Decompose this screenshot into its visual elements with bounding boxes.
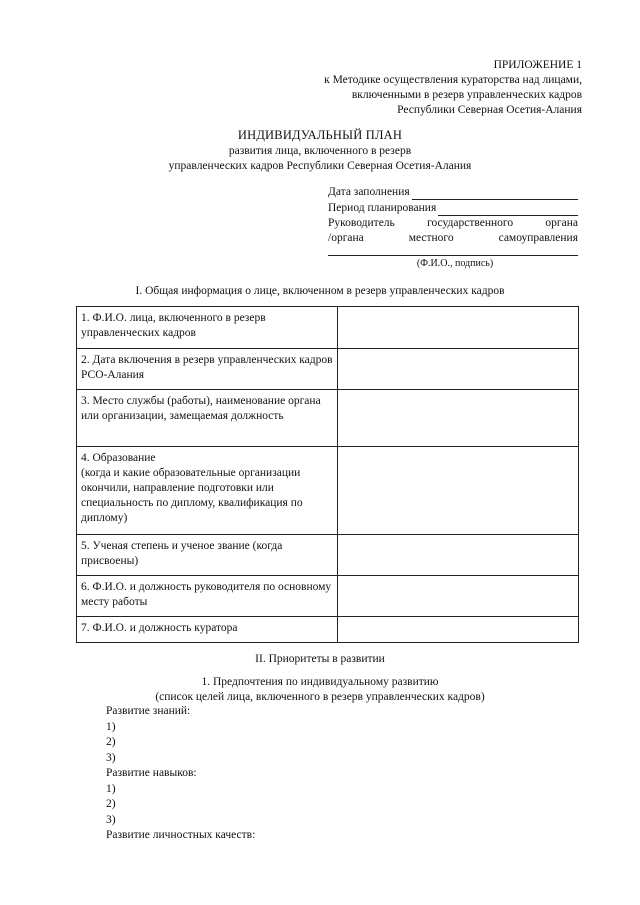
row-question: 3. Место службы (работы), наименование органа или организации, замещаемая должность [77, 390, 338, 447]
head-word: государственного [427, 217, 514, 229]
plan-title-block [0, 128, 640, 174]
preferences-subtitle: (список целей лица, включенного в резерв управленческих кадров) [155, 691, 485, 703]
row-question: 6. Ф.И.О. и должность руководителя по основному месту работы [77, 576, 338, 617]
list-item: Развитие знаний: [106, 705, 191, 717]
plan-subtitle: управленческих кадров Республики Северная Осетия-Алания [168, 160, 472, 172]
fill-fields [328, 184, 578, 270]
appendix-line: к Методике осуществления кураторства над лицами, [324, 74, 582, 86]
table-row [77, 447, 579, 535]
list-item[interactable]: 2) [106, 798, 116, 810]
info-table [76, 306, 579, 643]
appendix-header [122, 58, 582, 118]
appendix-title: ПРИЛОЖЕНИЕ 1 [493, 59, 582, 71]
list-item[interactable]: 3) [106, 751, 116, 764]
preferences-heading [0, 675, 640, 705]
signature-line[interactable] [328, 255, 578, 256]
table-row [77, 349, 579, 390]
row-answer-cell[interactable] [338, 307, 579, 349]
list-item: Развитие личностных качеств: [106, 829, 256, 841]
section1-title: I. Общая информация о лице, включенном в резерв управленческих кадров [135, 285, 505, 297]
head-word: /органа [328, 232, 364, 244]
list-item: Развитие навыков: [106, 767, 197, 779]
head-label-line2 [328, 231, 578, 246]
row-question: 2. Дата включения в резерв управленческих кадров РСО-Алания [77, 349, 338, 390]
appendix-line: включенными в резерв управленческих кадров [351, 89, 582, 101]
appendix-line: Республики Северная Осетия-Алания [397, 104, 582, 116]
head-word: местного [408, 232, 454, 244]
plan-subtitle: развития лица, включенного в резерв [228, 145, 412, 157]
period-field[interactable] [328, 200, 578, 216]
row-question: 5. Ученая степень и ученое звание (когда присвоены) [77, 535, 338, 576]
head-word: самоуправления [498, 232, 578, 244]
head-label-line1 [328, 216, 578, 231]
list-item[interactable]: 1) [106, 782, 116, 795]
row-answer-cell[interactable] [338, 390, 579, 447]
plan-title: ИНДИВИДУАЛЬНЫЙ ПЛАН [237, 128, 403, 142]
date-line[interactable] [412, 188, 578, 200]
table-row [77, 617, 579, 643]
table-row [77, 390, 579, 447]
development-list [106, 704, 255, 844]
table-row [77, 535, 579, 576]
row-answer-cell[interactable] [338, 617, 579, 643]
table-row [77, 307, 579, 349]
head-word: органа [545, 217, 578, 229]
period-line[interactable] [438, 204, 578, 216]
row-question: 1. Ф.И.О. лица, включенного в резерв управленческих кадров [77, 307, 338, 349]
list-item[interactable]: 2) [106, 736, 116, 748]
row-answer-cell[interactable] [338, 349, 579, 390]
list-item[interactable]: 1) [106, 720, 116, 733]
preferences-title: 1. Предпочтения по индивидуальному развитию [201, 676, 439, 688]
signature-caption: (Ф.И.О., подпись) [416, 258, 494, 269]
date-label: Дата заполнения [328, 186, 410, 198]
row-answer-cell[interactable] [338, 447, 579, 535]
head-word: Руководитель [328, 217, 395, 229]
date-field[interactable] [328, 184, 578, 200]
list-item[interactable]: 3) [106, 813, 116, 826]
period-label: Период планирования [328, 202, 437, 214]
row-answer-cell[interactable] [338, 535, 579, 576]
table-row [77, 576, 579, 617]
row-question: 4. Образование (когда и какие образовательные организации окончили, направление подготовки или специальность по диплому, квалификация по диплому) [77, 447, 338, 535]
row-answer-cell[interactable] [338, 576, 579, 617]
row-question: 7. Ф.И.О. и должность куратора [77, 617, 338, 643]
section2-title: II. Приоритеты в развитии [255, 653, 385, 665]
